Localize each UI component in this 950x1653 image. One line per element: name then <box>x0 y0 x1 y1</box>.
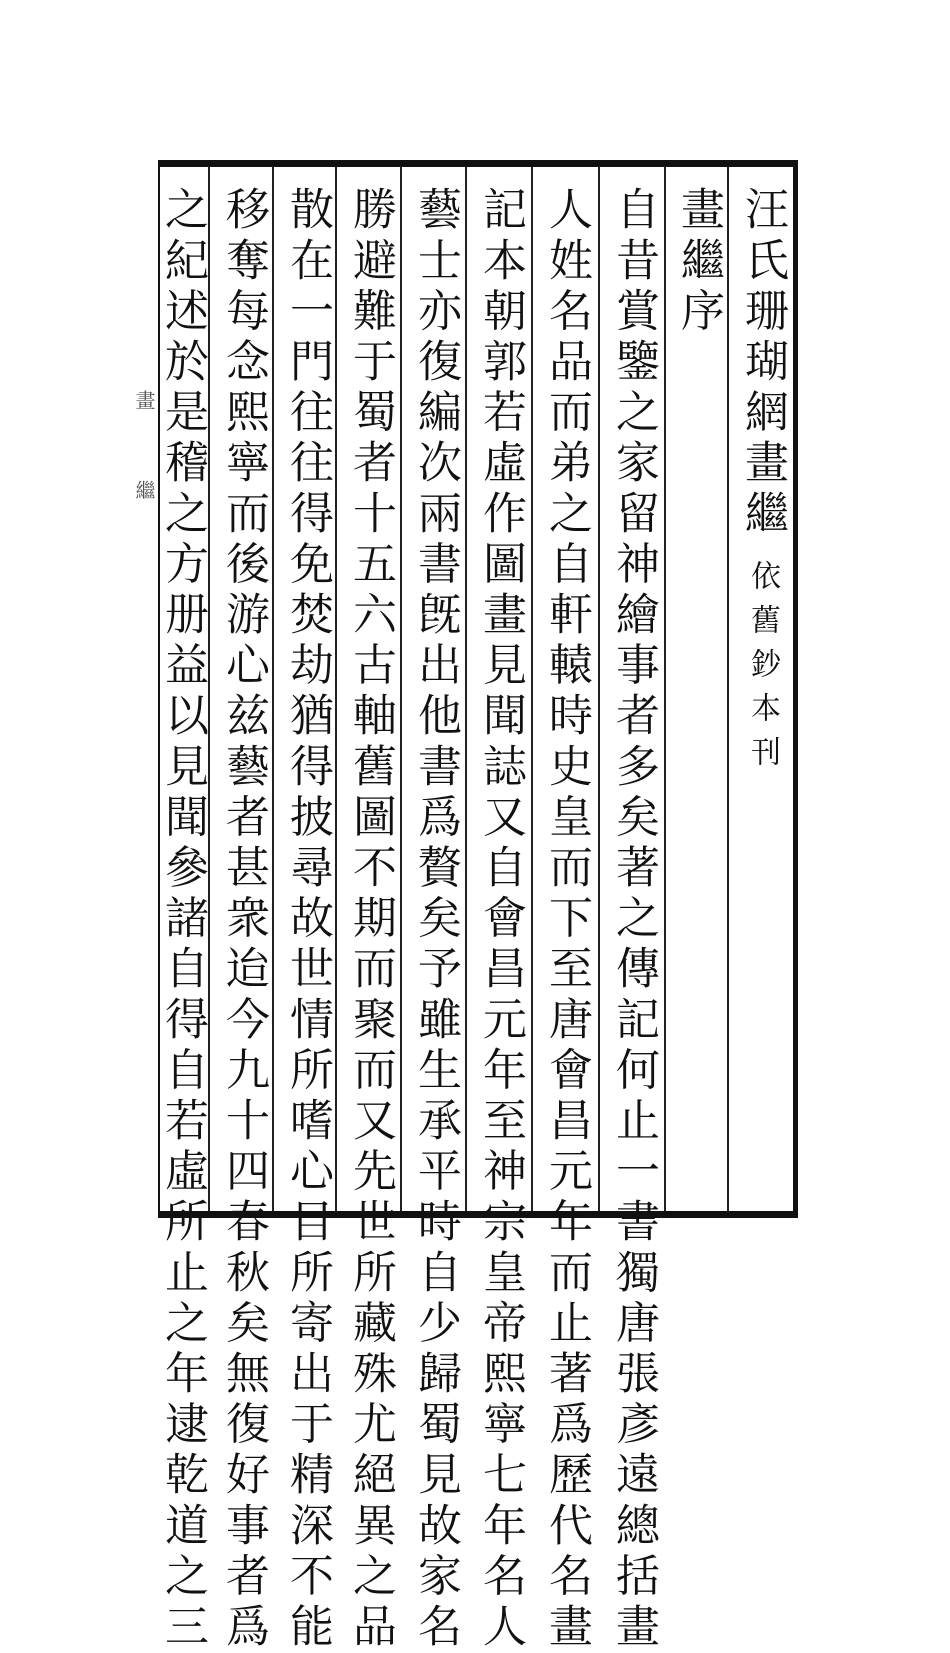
column-rule <box>598 167 600 1211</box>
column-rule <box>664 167 666 1211</box>
column-rule <box>465 167 467 1211</box>
book-title: 汪氏珊瑚網畫繼 <box>737 186 788 541</box>
text-column: 人姓名品而弟之自軒轅時史皇而下至唐會昌元年而止著爲歷代名畫 <box>541 186 592 1653</box>
edition-note: 依舊鈔本刊 <box>745 560 780 781</box>
column-rule <box>727 167 729 1211</box>
text-column: 藝士亦復編次兩書旣出他書爲贅矣予雖生承平時自少歸蜀見故家名 <box>410 186 461 1653</box>
text-column: 之紀述於是稽之方册益以見聞參諸自得自若虛所止之年逮乾道之三 <box>157 186 208 1653</box>
text-column: 勝避難于蜀者十五六古軸舊圖不期而聚而又先世所藏殊尤絕異之品 <box>345 186 396 1653</box>
text-column: 自昔賞鑒之家留神繪事者多矣著之傳記何止一書獨唐張彥遠總括畫 <box>608 186 659 1653</box>
column-rule <box>335 167 337 1211</box>
margin-mark: 畫繼 <box>132 390 156 570</box>
text-column: 記本朝郭若虛作圖畫見聞誌又自會昌元年至神宗皇帝熙寧七年名人 <box>475 186 526 1653</box>
column-rule <box>272 167 274 1211</box>
book-title-column <box>734 186 790 780</box>
text-column: 散在一門往往得免焚劫猶得披尋故世情所嗜心目所寄出于精深不能 <box>282 186 333 1653</box>
column-rule <box>531 167 533 1211</box>
column-rule <box>400 167 402 1211</box>
text-column: 移奪每念熙寧而後游心兹藝者甚衆迨今九十四春秋矣無復好事者爲 <box>218 186 269 1653</box>
section-title: 畫繼序 <box>673 186 724 338</box>
